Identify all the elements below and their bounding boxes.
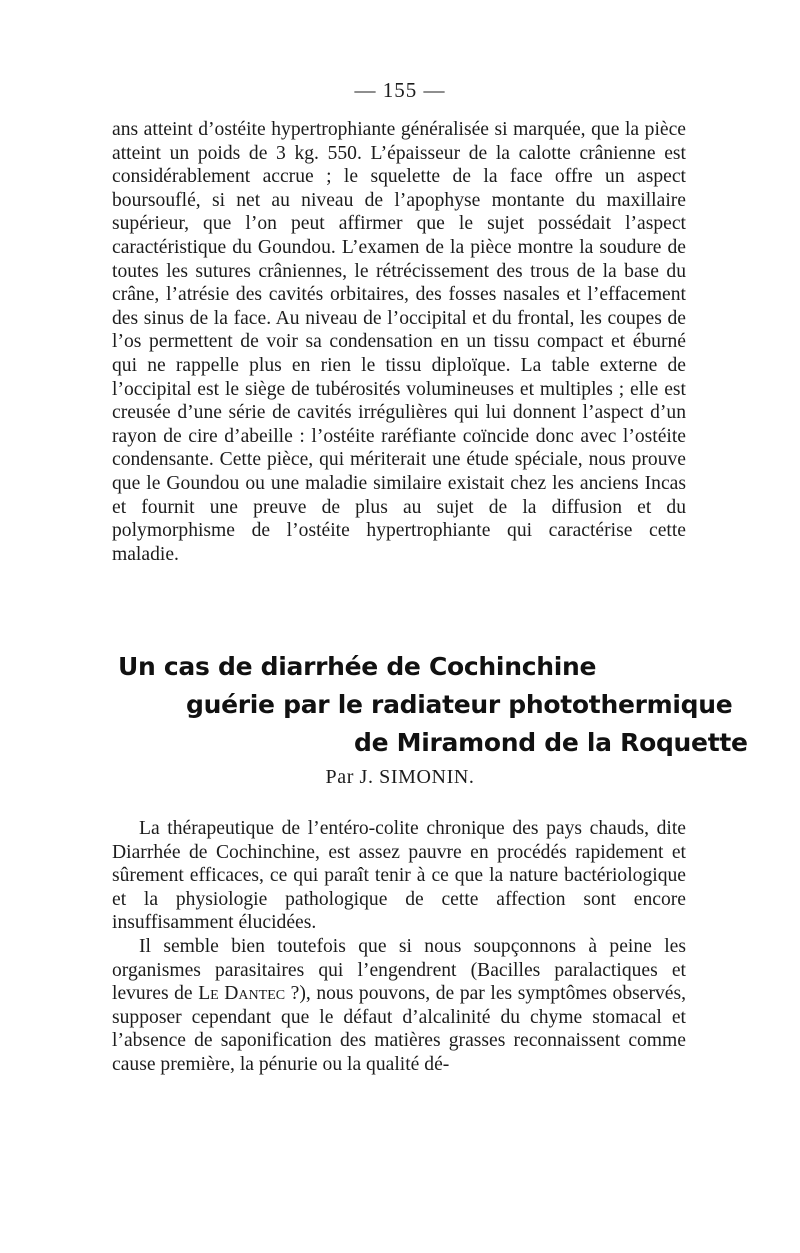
paragraph-2-text-after: ?), nous pouvons, de par les symptômes observés, supposer cependant que le défaut d’alcalinité du chyme stomacal et l’absence de saponification des matières grasses reconnaissent comme cause première, la pénurie ou la qualité dé- [112, 983, 686, 1075]
paragraph-2-text-before: Il semble bien toutefois que si nous soupçonnons à peine les organismes parasitaires qui l’engendrent (Bacilles paralactiques et levures de [112, 936, 686, 1005]
article-byline: Par J. SIMONIN. [325, 766, 475, 788]
cited-author-name: Le Dantec [198, 983, 286, 1005]
page-number: — 155 — [354, 78, 446, 102]
continuation-paragraph: ans atteint d’ostéite hypertrophiante généralisée si marquée, que la pièce atteint un poids de 3 kg. 550. L’épaisseur de la calotte crânienne est considérablement accrue ; le squelette de la face offre un aspect boursouflé, si net au niveau de l’apophyse montante du maxillaire supérieur, que l’on peut affirmer que le sujet possédait l’aspect caractéristique du Goundou. L’examen de la pièce montre la soudure de toutes les sutures crâniennes, le rétrécissement des trous de la base du crâne, l’atrésie des cavités orbitaires, des fosses nasales et l’effacement des sinus de la face. Au niveau de l’occipital et du frontal, les coupes de l’os permettent de voir sa condensation en un tissu compact et éburné qui ne rappelle plus en rien le tissu diploïque. La table externe de l’occipital est le siège de tubérosités volumineuses et multiples ; elle est creusée d’une série de cavités irrégulières qui lui donnent l’aspect d’un rayon de cire d’abeille : l’ostéite raréfiante coïncide donc avec l’ostéite condensante. Cette pièce, qui mériterait une étude spéciale, nous prouve que le Goundou ou une maladie similaire existait chez les anciens Incas et fournit une preuve de plus au sujet de la diffusion et du polymorphisme de l’ostéite hypertrophiante qui caractérise cette maladie. [112, 119, 686, 565]
article-paragraph-2 [112, 935, 686, 1077]
article-title-line-1: Un cas de diarrhée de Cochinchine [118, 652, 597, 681]
article-title-line-3: de Miramond de la Roquette [354, 728, 748, 757]
article-paragraph-1: La thérapeutique de l’entéro-colite chronique des pays chauds, dite Diarrhée de Cochinchine, est assez pauvre en procédés rapidement et sûrement efficaces, ce qui paraît tenir à ce que la nature bactériologique et la physiologie pathologique de cette affection sont encore insuffisamment élucidées. [112, 818, 686, 934]
article-title-line-2: guérie par le radiateur photothermique [186, 690, 733, 719]
